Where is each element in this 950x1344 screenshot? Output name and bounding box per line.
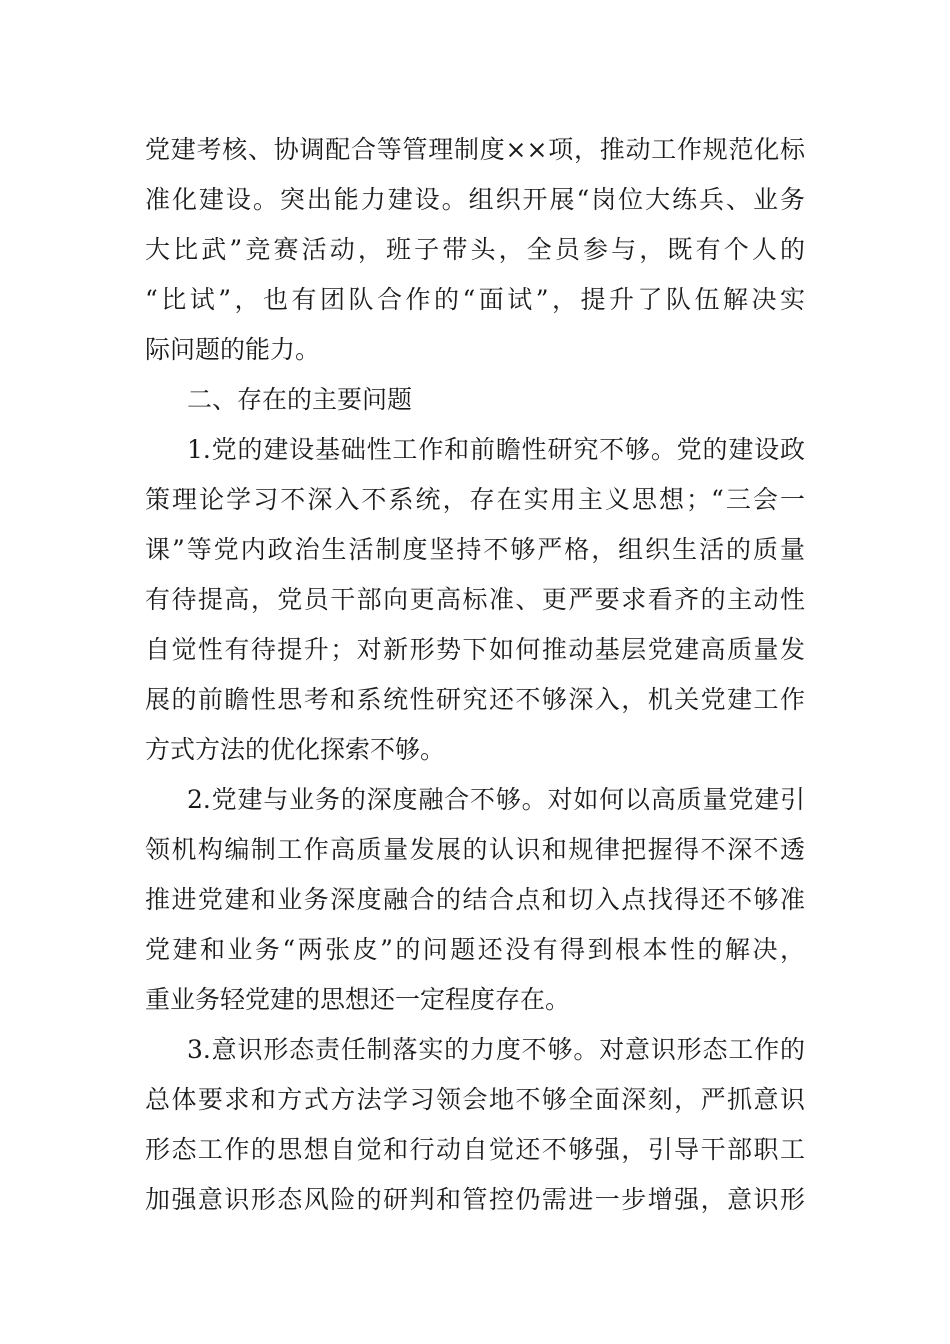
text-line: 领机构编制工作高质量发展的认识和规律把握得不深不透	[145, 835, 805, 864]
text-line: 形态工作的思想自觉和行动自觉还不够强，引导干部职工	[145, 1135, 805, 1164]
text-line: 策理论学习不深入不系统，存在实用主义思想；“三会一	[145, 485, 805, 514]
text-line: 际问题的能力。	[145, 335, 321, 364]
text-line: 重业务轻党建的思想还一定程度存在。	[145, 985, 571, 1014]
text-line: 有待提高，党员干部向更高标准、更严要求看齐的主动性	[145, 585, 805, 614]
text-line: 准化建设。突出能力建设。组织开展“岗位大练兵、业务	[145, 185, 805, 214]
text-line: 推进党建和业务深度融合的结合点和切入点找得还不够准	[145, 885, 805, 914]
text-line: 展的前瞻性思考和系统性研究还不够深入，机关党建工作	[145, 685, 805, 714]
text-line: 大比武”竞赛活动，班子带头，全员参与，既有个人的	[145, 235, 805, 264]
text-line: 1.党的建设基础性工作和前瞻性研究不够。党的建设政	[187, 435, 805, 464]
text-line: 自觉性有待提升；对新形势下如何推动基层党建高质量发	[145, 635, 805, 664]
text-line: 党建和业务“两张皮”的问题还没有得到根本性的解决，	[145, 935, 805, 964]
text-line: 课”等党内政治生活制度坚持不够严格，组织生活的质量	[145, 535, 805, 564]
text-line: 方式方法的优化探索不够。	[145, 735, 446, 764]
text-line: 2.党建与业务的深度融合不够。对如何以高质量党建引	[187, 785, 805, 814]
text-line: 党建考核、协调配合等管理制度××项，推动工作规范化标	[145, 135, 805, 164]
text-line: 3.意识形态责任制落实的力度不够。对意识形态工作的	[187, 1035, 805, 1064]
section-heading: 二、存在的主要问题	[187, 385, 413, 414]
text-line: “比试”，也有团队合作的“面试”，提升了队伍解决实	[145, 285, 805, 314]
text-line: 加强意识形态风险的研判和管控仍需进一步增强，意识形	[145, 1185, 805, 1214]
text-line: 总体要求和方式方法学习领会地不够全面深刻，严抓意识	[145, 1085, 805, 1114]
